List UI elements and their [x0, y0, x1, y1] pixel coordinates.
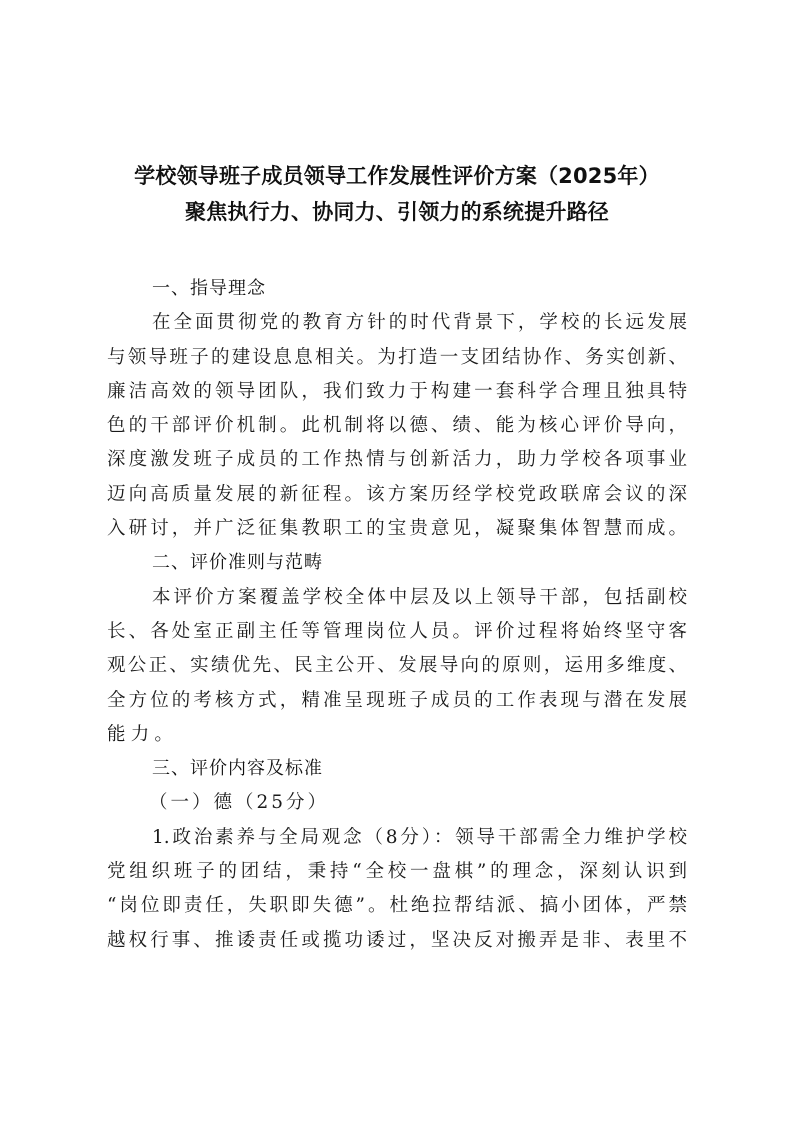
paragraph-line: 观公正、实绩优先、民主公开、发展导向的原则，运用多维度、: [107, 655, 687, 677]
paragraph-line: 本评价方案覆盖学校全体中层及以上领导干部，包括副校: [152, 586, 687, 608]
subsection-heading-morality: （一）德（25分）: [149, 792, 330, 814]
document-subtitle: 聚焦执行力、协同力、引领力的系统提升路径: [185, 200, 609, 224]
paragraph-line: 在全面贯彻党的教育方针的时代背景下，学校的长远发展: [152, 312, 687, 334]
paragraph-line: “岗位即责任，失职即失德”。杜绝拉帮结派、搞小团体，严禁: [107, 895, 687, 917]
paragraph-line: 迈向高质量发展的新征程。该方案历经学校党政联席会议的深: [107, 483, 687, 505]
paragraph-line: 1.政治素养与全局观念（8分）：领导干部需全力维护学校: [152, 826, 687, 848]
document-body: [107, 272, 687, 958]
paragraph-line: 党组织班子的团结，秉持“全校一盘棋”的理念，深刻认识到: [107, 861, 687, 883]
paragraph-line: 能力。: [107, 723, 179, 745]
paragraph-line: 入研讨，并广泛征集教职工的宝贵意见，凝聚集体智慧而成。: [107, 518, 687, 540]
paragraph-line: 全方位的考核方式，精准呈现班子成员的工作表现与潜在发展: [107, 689, 687, 711]
paragraph-line: 深度激发班子成员的工作热情与创新活力，助力学校各项事业: [107, 449, 687, 471]
paragraph-line: 与领导班子的建设息息相关。为打造一支团结协作、务实创新、: [107, 346, 687, 368]
paragraph-line: 廉洁高效的领导团队，我们致力于构建一套科学合理且独具特: [107, 380, 687, 402]
paragraph-line: 长、各处室正副主任等管理岗位人员。评价过程将始终坚守客: [107, 620, 687, 642]
paragraph-line: 色的干部评价机制。此机制将以德、绩、能为核心评价导向，: [107, 415, 687, 437]
paragraph-line: 越权行事、推诿责任或揽功诿过，坚决反对搬弄是非、表里不: [107, 929, 687, 951]
section-heading-guiding-philosophy: 一、指导理念: [152, 278, 266, 299]
document-title: 学校领导班子成员领导工作发展性评价方案（2025年）: [134, 164, 660, 188]
section-heading-criteria-scope: 二、评价准则与范畴: [152, 552, 323, 574]
section-heading-content-standards: 三、评价内容及标准: [152, 758, 323, 780]
